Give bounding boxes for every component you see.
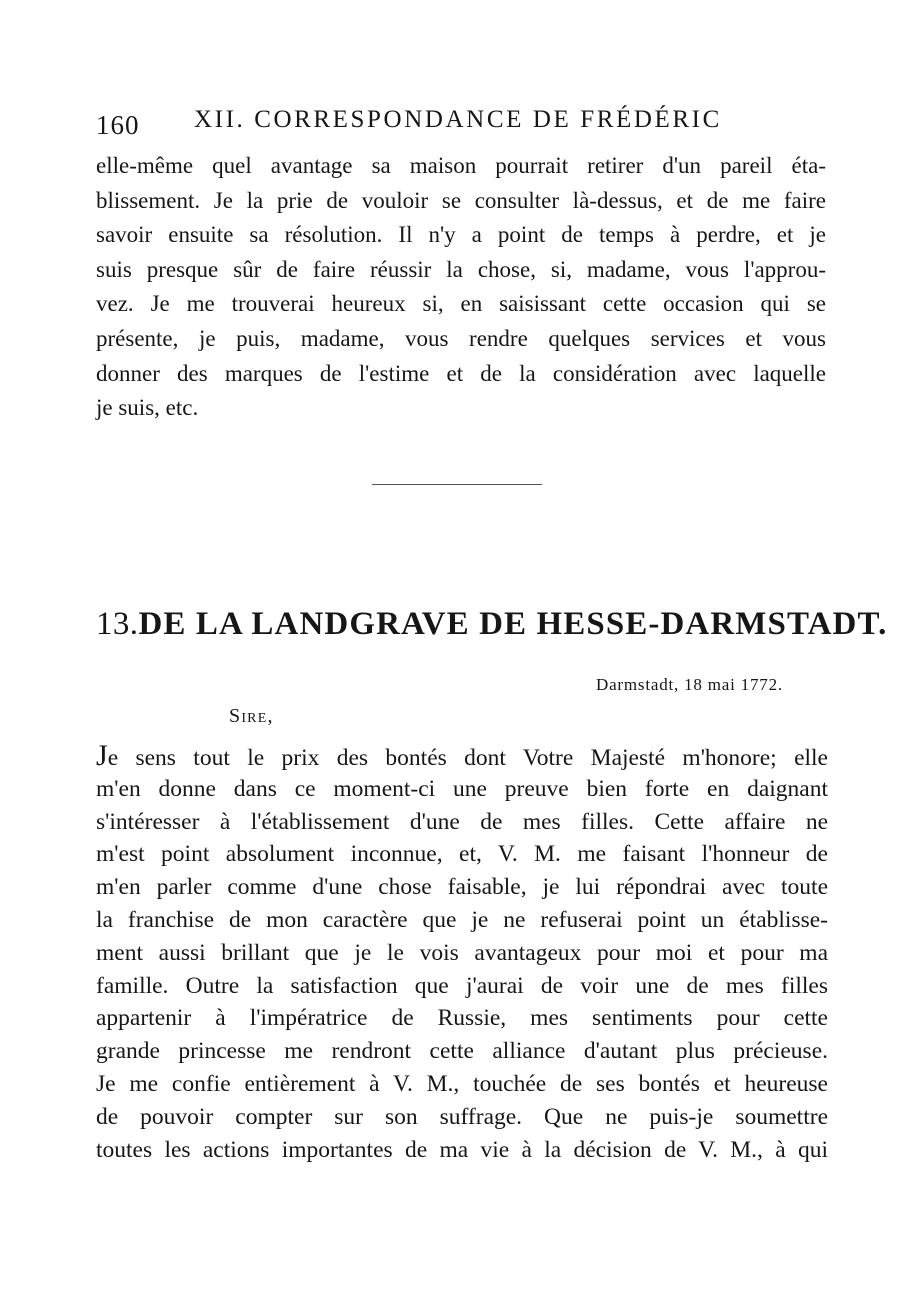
first-line-text: e sens tout le prix des bontés dont Votre Majesté m'honore; elle	[107, 745, 828, 771]
text-line: donner des marques de l'estime et de la considération avec laquelle	[96, 360, 826, 386]
text-line: appartenir à l'impératrice de Russie, mes sentiments pour cette	[96, 1005, 828, 1032]
text-line: famille. Outre la satisfaction que j'aurai de voir une de mes filles	[96, 972, 828, 999]
text-line: vez. Je me trouverai heureux si, en saisissant cette occasion qui se	[96, 291, 826, 317]
text-line: m'en donne dans ce moment-ci une preuve bien forte en daignant	[96, 775, 828, 802]
text-line: toutes les actions importantes de ma vie à la décision de V. M., à qui	[96, 1136, 828, 1163]
text-line: Je me confie entièrement à V. M., touchée de ses bontés et heureuse	[96, 1070, 828, 1097]
letter-salutation: Sire,	[229, 705, 274, 727]
initial-letter: J	[96, 739, 108, 772]
text-line: s'intéresser à l'établissement d'une de mes filles. Cette affaire ne	[96, 808, 828, 835]
text-line-first	[96, 740, 828, 773]
text-line: présente, je puis, madame, vous rendre quelques services et vous	[96, 325, 826, 351]
text-line: m'est point absolument inconnue, et, V. M. me faisant l'honneur de	[96, 841, 828, 868]
letter-continuation-paragraph	[96, 149, 826, 426]
section-divider-rule	[372, 484, 542, 485]
text-line: ment aussi brillant que je le vois avantageux pour moi et pour ma	[96, 939, 828, 966]
text-line: de pouvoir compter sur son suffrage. Que ne puis-je soumettre	[96, 1103, 828, 1130]
text-line: grande princesse me rendront cette alliance d'autant plus précieuse.	[96, 1038, 828, 1065]
text-line: m'en parler comme d'une chose faisable, je lui répondrai avec toute	[96, 874, 828, 901]
letter-body-paragraph	[96, 740, 828, 1166]
text-line: elle-même quel avantage sa maison pourrait retirer d'un pareil éta-	[96, 153, 826, 178]
running-head	[96, 104, 736, 144]
letter-dateline: Darmstadt, 18 mai 1772.	[596, 675, 783, 694]
page-number: 160	[96, 110, 140, 140]
text-line: savoir ensuite sa résolution. Il n'y a point de temps à perdre, et je	[96, 222, 826, 248]
running-title: XII. CORRESPONDANCE DE FRÉDÉRIC	[194, 106, 722, 133]
section-title: DE LA LANDGRAVE DE HESSE-DARMSTADT.	[138, 606, 888, 642]
text-line: je suis, etc.	[96, 395, 199, 421]
text-line: la franchise de mon caractère que je ne refuserai point un établisse-	[96, 906, 828, 933]
section-number: 13.	[96, 606, 139, 642]
section-heading	[96, 606, 888, 643]
text-line: blissement. Je la prie de vouloir se consulter là-dessus, et de me faire	[96, 187, 826, 213]
text-line: suis presque sûr de faire réussir la chose, si, madame, vous l'approu-	[96, 256, 826, 282]
